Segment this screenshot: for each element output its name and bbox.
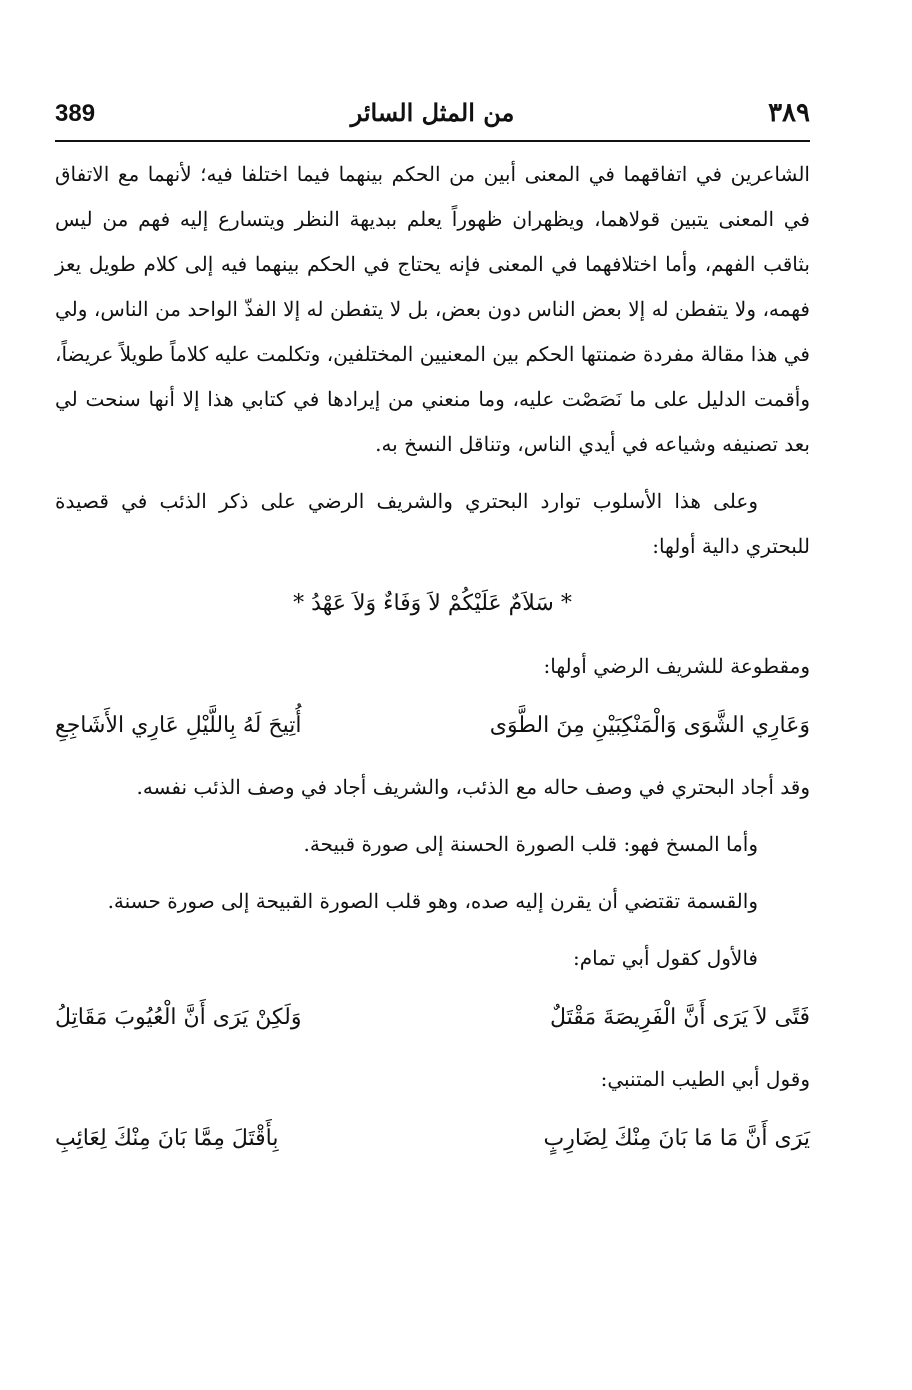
paragraph: وأما المسخ فهو: قلب الصورة الحسنة إلى صورة قبيحة. — [303, 832, 758, 856]
paragraph: وقول أبي الطيب المتنبي: — [600, 1067, 810, 1091]
verse-first-hemistich: يَرَى أَنَّ مَا مَا بَانَ مِنْكَ لِضَارِبٍ — [543, 1126, 810, 1151]
verse-couplet — [55, 701, 810, 751]
page-number-arabic: ٣٨٩ — [768, 98, 810, 128]
running-title: من المثل السائر — [350, 98, 515, 127]
verse-second-hemistich: أُتِيحَ لَهُ بِاللَّيْلِ عَارِي الأَشَاجِعِ — [55, 713, 302, 738]
verse-couplet — [55, 993, 810, 1043]
page-body — [55, 152, 810, 1178]
verse-couplet — [55, 1114, 810, 1164]
paragraph: وقد أجاد البحتري في وصف حاله مع الذئب، والشريف أجاد في وصف الذئب نفسه. — [136, 775, 810, 799]
paragraph: والقسمة تقتضي أن يقرن إليه صده، وهو قلب الصورة القبيحة إلى صورة حسنة. — [107, 889, 758, 913]
paragraph: ومقطوعة للشريف الرضي أولها: — [543, 654, 810, 678]
paragraph: وعلى هذا الأسلوب توارد البحتري والشريف الرضي على ذكر الذئب في قصيدة للبحتري دالية أولها: — [55, 489, 810, 558]
paragraph: الشاعرين في اتفاقهما في المعنى أبين من الحكم بينهما فيما اختلفا فيه؛ لأنهما مع الاتفاق في المعنى يتبين قولاهما، ويظهران ظهوراً يعلم ببديهة النظر ويتسارع إليه فهم من ليس بثاقب الفهم، وأما اختلافهما في المعنى فإنه يحتاج في الحكم بينهما فيه إلى كلام طويل يعز فهمه، ولا يتفطن له إلا بعض الناس دون بعض، بل لا يتفطن له إلا الفذّ الواحد من الناس، ولي في هذا مقالة مفردة ضمنتها الحكم بين المعنيين المختلفين، وتكلمت عليه كلاماً طويلاً عريضاً، وأقمت الدليل على ما نَصَصْت عليه، وما منعني من إيرادها في كتابي هذا إلا أنها سنحت لي بعد تصنيفه وشياعه في أيدي الناس، وتناقل النسخ به. — [55, 162, 810, 456]
verse-second-hemistich: بِأَقْتَلَ مِمَّا بَانَ مِنْكَ لِعَائِبِ — [55, 1126, 279, 1151]
verse-second-hemistich: وَلَكِنْ يَرَى أَنَّ الْعُيُوبَ مَقَاتِلُ — [55, 1005, 302, 1030]
page-header — [55, 96, 810, 136]
header-rule — [55, 140, 810, 142]
paragraph: فالأول كقول أبي تمام: — [573, 946, 758, 970]
verse-first-hemistich: فَتًى لاَ يَرَى أَنَّ الْفَرِيصَةَ مَقْتَلٌ — [549, 1005, 810, 1030]
verse-line: * سَلاَمٌ عَلَيْكُمْ لاَ وَفَاءٌ وَلاَ عَهْدُ * — [293, 591, 572, 616]
verse-first-hemistich: وَعَارِي الشَّوَى وَالْمَنْكِبَيْنِ مِنَ الطَّوَى — [489, 713, 810, 738]
page-number-latin: 389 — [55, 100, 96, 127]
